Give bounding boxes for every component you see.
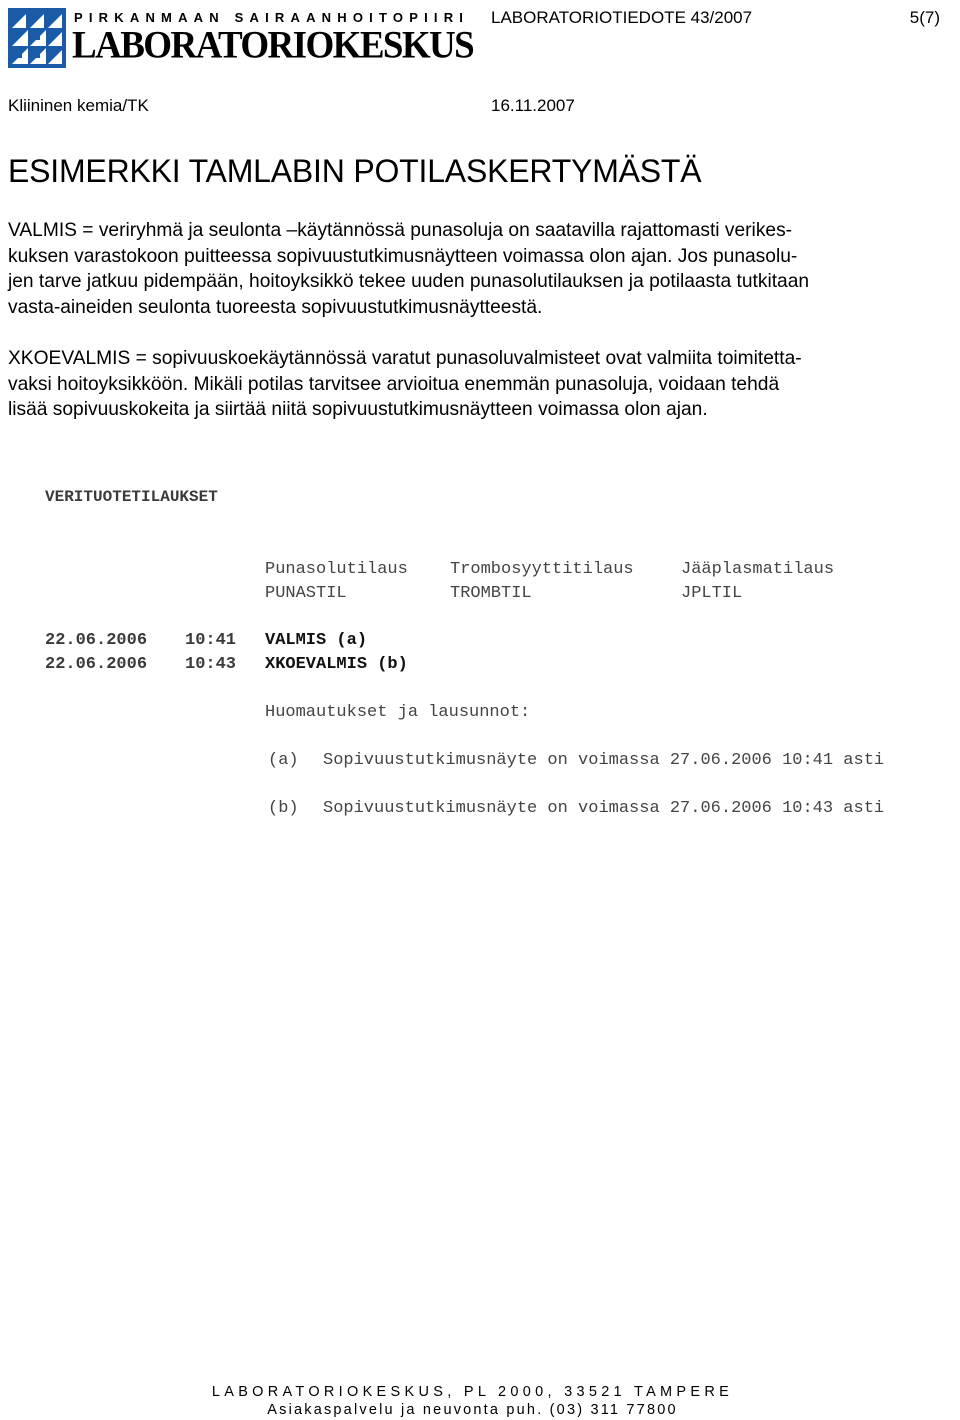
- column-header-code: TROMBTIL: [450, 584, 532, 603]
- column-header-code: PUNASTIL: [265, 584, 347, 603]
- page-title: ESIMERKKI TAMLABIN POTILASKERTYMÄSTÄ: [8, 153, 702, 189]
- paragraph-line: vasta-aineiden seulonta tuoreesta sopivuustutkimusnäytteestä.: [8, 296, 543, 318]
- row-status: VALMIS (a): [265, 631, 368, 650]
- note-mark: (b): [268, 799, 299, 818]
- column-header-name: Trombosyyttitilaus: [450, 560, 634, 579]
- printout-section-title: VERITUOTETILAUKSET: [45, 488, 218, 506]
- column-header-name: Punasolutilaus: [265, 560, 408, 579]
- column-header-code: JPLTIL: [681, 584, 743, 603]
- note-text: Sopivuustutkimusnäyte on voimassa 27.06.2006 10:43 asti: [323, 799, 885, 818]
- organization-logo-icon: [8, 8, 66, 68]
- paragraph-valmis: [8, 218, 948, 320]
- row-date: 22.06.2006: [45, 655, 148, 674]
- paragraph-line: VALMIS = veriryhmä ja seulonta –käytännössä punasoluja on saatavilla rajattomasti verikes-: [8, 220, 793, 241]
- scanned-lab-printout: [0, 470, 960, 870]
- row-time: 10:43: [185, 655, 237, 674]
- paragraph-line: jen tarve jatkuu pidempään, hoitoyksikkö tekee uuden punasolutilauksen ja potilaasta tutkitaan: [8, 271, 810, 292]
- paragraph-line: XKOEVALMIS = sopivuuskoekäytännössä varatut punasoluvalmisteet ovat valmiita toimitetta-: [8, 348, 802, 369]
- row-time: 10:41: [185, 631, 237, 650]
- note-text: Sopivuustutkimusnäyte on voimassa 27.06.2006 10:41 asti: [323, 751, 885, 770]
- footer-address: LABORATORIOKESKUS, PL 2000, 33521 TAMPERE: [211, 1384, 734, 1400]
- row-status: XKOEVALMIS (b): [265, 655, 408, 674]
- department: Kliininen kemia/TK: [8, 96, 149, 115]
- organization-name: PIRKANMAAN SAIRAANHOITOPIIRI: [74, 10, 470, 25]
- paragraph-line: vaksi hoitoyksikköön. Mikäli potilas tarvitsee arvioitua enemmän punasoluja, voidaan tehdä: [8, 373, 780, 395]
- paragraph-xkoevalmis: [8, 346, 948, 423]
- paragraph-line: lisää sopivuuskokeita ja siirtää niitä sopivuustutkimusnäytteen voimassa olon ajan.: [8, 399, 708, 420]
- notes-title: Huomautukset ja lausunnot:: [265, 703, 531, 722]
- bulletin-reference: LABORATORIOTIEDOTE 43/2007: [491, 8, 753, 27]
- column-header-name: Jääplasmatilaus: [681, 560, 835, 579]
- document-date: 16.11.2007: [491, 96, 575, 115]
- organization-wordmark: LABORATORIOKESKUS: [72, 23, 474, 67]
- row-date: 22.06.2006: [45, 631, 148, 650]
- footer-service-phone: Asiakaspalvelu ja neuvonta puh. (03) 311 77800: [267, 1402, 678, 1418]
- note-mark: (a): [268, 751, 299, 770]
- page-number: 5(7): [909, 8, 940, 27]
- paragraph-line: kuksen varastokoon puitteessa sopivuustutkimusnäytteen voimassa olon ajan. Jos punasolu-: [8, 245, 798, 267]
